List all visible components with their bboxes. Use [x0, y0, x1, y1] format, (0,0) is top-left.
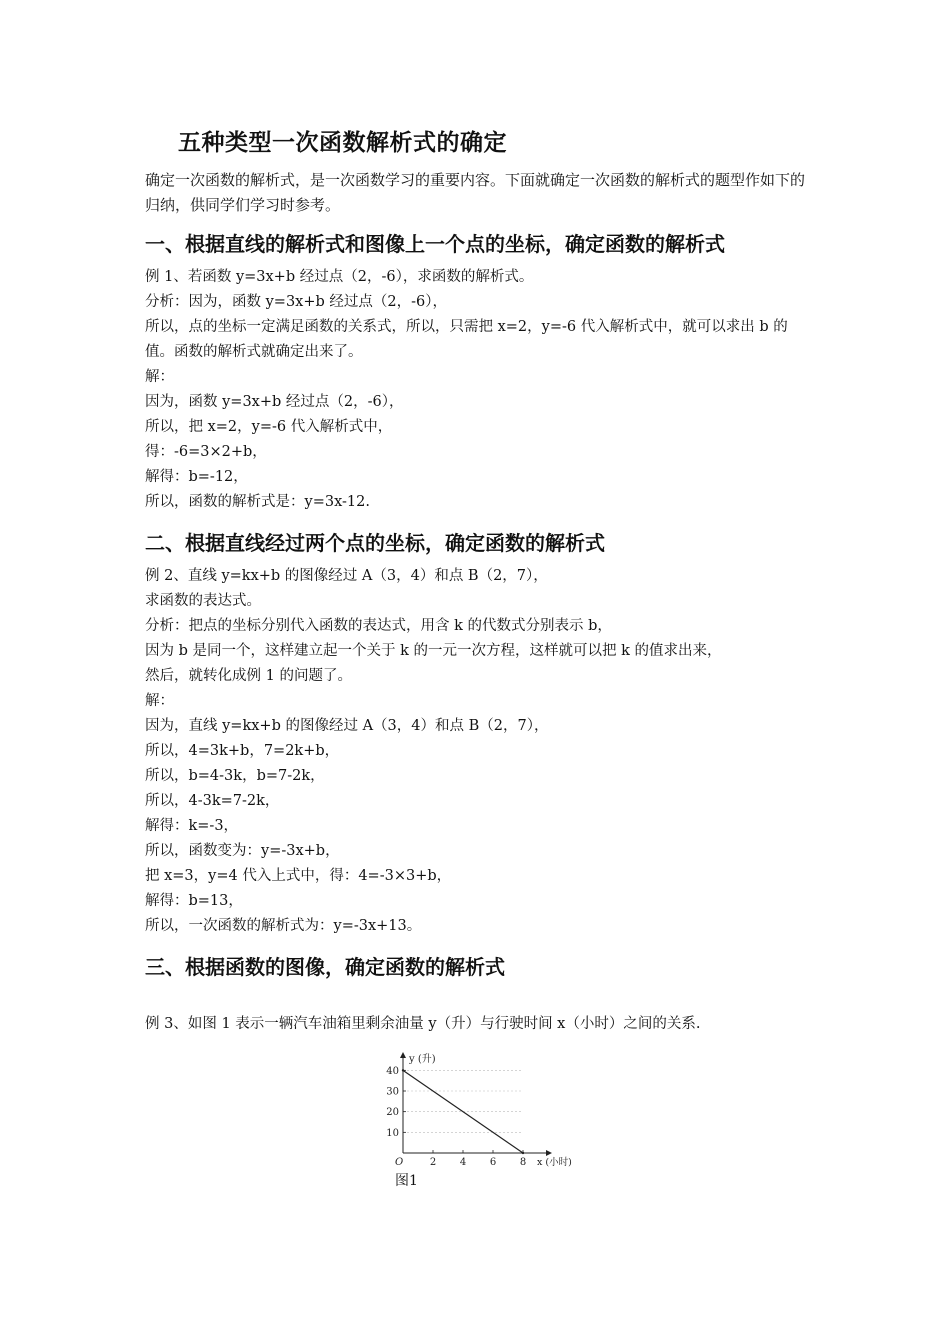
text-line: 把 x=3，y=4 代入上式中，得：4=-3×3+b，	[145, 868, 452, 884]
x-axis-arrow	[546, 1150, 552, 1156]
text-line: 因为，直线 y=kx+b 的图像经过 A（3，4）和点 B（2，7），	[145, 718, 549, 734]
text-line: 解得：k=-3，	[145, 818, 239, 834]
origin-label: O	[395, 1157, 404, 1168]
text-line: 解得：b=13，	[145, 893, 243, 909]
text-line: 得：-6=3×2+b，	[145, 444, 267, 460]
y-tick-label: 30	[386, 1086, 399, 1098]
x-tick-label: 4	[459, 1157, 467, 1168]
section-3-heading: 三、根据函数的图像，确定函数的解析式	[145, 955, 505, 979]
text-line: 所以，函数的解析式是：y=3x-12.	[145, 494, 370, 510]
figure-1	[375, 1050, 572, 1190]
y-axis-arrow	[400, 1052, 406, 1058]
text-line: 例 1、若函数 y=3x+b 经过点（2，-6），求函数的解析式。	[145, 269, 534, 285]
text-line: 所以，点的坐标一定满足函数的关系式，所以，只需把 x=2，y=-6 代入解析式中，就可以求出 b 的值。函数的解析式就确定出来了。	[145, 319, 788, 360]
y-tick-label: 40	[386, 1065, 399, 1077]
text-line: 解：	[145, 693, 174, 709]
section-1-body	[145, 265, 813, 515]
figure-caption: 图1	[395, 1173, 418, 1189]
x-tick-label: 6	[489, 1157, 497, 1168]
data-point	[522, 1152, 524, 1154]
text-line: 所以，4-3k=7-2k，	[145, 793, 280, 809]
text-line: 分析：因为，函数 y=3x+b 经过点（2，-6），	[145, 294, 447, 310]
text-line: 所以，函数变为：y=-3x+b，	[145, 843, 340, 859]
text-line: 所以，一次函数的解析式为：y=-3x+13。	[145, 918, 422, 934]
text-line: 例 2、直线 y=kx+b 的图像经过 A（3，4）和点 B（2，7），	[145, 568, 548, 584]
section-2-body	[145, 564, 813, 939]
data-point	[402, 1069, 404, 1071]
page-title: 五种类型一次函数解析式的确定	[178, 130, 507, 156]
section-2-heading: 二、根据直线经过两个点的坐标，确定函数的解析式	[145, 531, 605, 555]
text-line: 所以，4=3k+b，7=2k+b，	[145, 743, 340, 759]
y-axis-label: y (升)	[409, 1054, 436, 1065]
y-tick-label: 20	[386, 1107, 399, 1119]
text-line: 所以，b=4-3k，b=7-2k，	[145, 768, 325, 784]
text-line: 例 3、如图 1 表示一辆汽车油箱里剩余油量 y（升）与行驶时间 x（小时）之间的关系.	[145, 1016, 701, 1032]
text-line: 求函数的表达式。	[145, 593, 261, 609]
x-tick-label: 8	[519, 1157, 527, 1168]
text-line: 因为 b 是同一个，这样建立起一个关于 k 的一元一次方程，这样就可以把 k 的值求出来，	[145, 643, 722, 659]
intro-paragraph: 确定一次函数的解析式，是一次函数学习的重要内容。下面就确定一次函数的解析式的题型作如下的归纳，供同学们学习时参考。	[145, 171, 806, 214]
text-line: 分析：把点的坐标分别代入函数的表达式，用含 k 的代数式分别表示 b，	[145, 618, 612, 634]
text-line: 解：	[145, 369, 174, 385]
text-line: 因为，函数 y=3x+b 经过点（2，-6），	[145, 394, 404, 410]
x-axis-label: x (小时)	[537, 1157, 572, 1168]
section-1-heading: 一、根据直线的解析式和图像上一个点的坐标，确定函数的解析式	[145, 232, 725, 256]
fuel-chart	[375, 1050, 572, 1190]
text-line: 解得：b=-12，	[145, 469, 248, 485]
x-tick-label: 2	[429, 1157, 437, 1168]
y-tick-label: 10	[386, 1127, 399, 1139]
section-3-body	[145, 1012, 813, 1037]
text-line: 然后，就转化成例 1 的问题了。	[145, 668, 352, 684]
text-line: 所以，把 x=2，y=-6 代入解析式中，	[145, 419, 393, 435]
